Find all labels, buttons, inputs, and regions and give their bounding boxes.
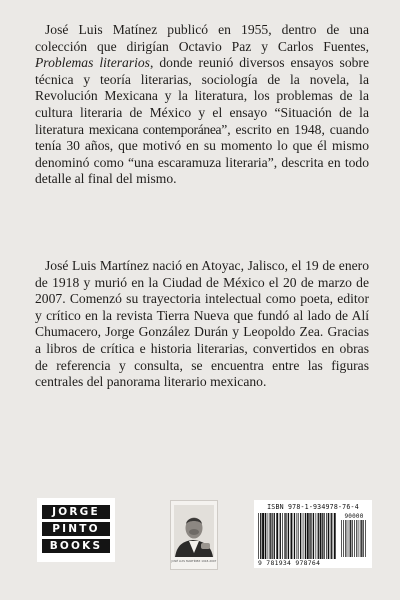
barcode-stripe [313, 513, 314, 559]
barcode-stripe [358, 520, 359, 557]
barcode-stripe [262, 513, 264, 559]
barcode-stripe [334, 513, 336, 559]
barcode-stripe [311, 513, 312, 559]
synopsis-text-start: José Luis Matínez publicó en 1955, dentro de una colección que dirigían Octavio Paz y Carlos Fuentes, [35, 22, 369, 54]
barcode-stripe [286, 513, 287, 559]
barcode-stripe [352, 520, 353, 557]
barcode-stripe [363, 520, 364, 557]
portrait-caption: JOSÉ LUIS MARTÍNEZ 1918-2007 [171, 559, 217, 563]
price-addon-bars [341, 520, 367, 557]
barcode-stripe [328, 513, 329, 559]
barcode-stripe [354, 520, 355, 557]
barcode-stripe [330, 513, 331, 559]
barcode-stripe [276, 513, 278, 559]
barcode-stripe [350, 520, 351, 557]
barcode-stripe [349, 520, 350, 557]
barcode-stripe [291, 513, 293, 559]
synopsis-paragraph [35, 22, 369, 188]
publisher-logo [37, 498, 115, 562]
book-title: Problemas literarios [35, 55, 150, 71]
barcode-stripe [360, 520, 361, 557]
barcode-stripe [269, 513, 270, 559]
barcode-stripe [260, 513, 261, 559]
barcode-stripe [284, 513, 285, 559]
barcode-stripe [270, 513, 271, 559]
barcode-stripe [326, 513, 327, 559]
barcode-stripe [288, 513, 289, 559]
barcode-stripe [307, 513, 309, 559]
barcode-stripe [258, 513, 259, 559]
barcode-stripe [267, 513, 268, 559]
barcode-stripe [305, 513, 306, 559]
barcode-stripe [318, 513, 319, 559]
barcode-stripe [297, 513, 298, 559]
barcode-stripe [298, 513, 299, 559]
barcode-stripe [272, 513, 273, 559]
barcode-stripe [356, 520, 357, 557]
logo-line-3: BOOKS [42, 539, 110, 553]
barcode-stripe [294, 513, 295, 559]
barcode-stripe [274, 513, 275, 559]
barcode-stripe [341, 520, 342, 557]
barcode-stripe [265, 513, 266, 559]
author-bio-text: José Luis Martínez nació en Atoyac, Jalisco, el 19 de enero de 1918 y murió en la Ciudad de México el 20 de marzo de 2007. Comenzó su trayectoria intelectual como poeta, editor y crítico en la revista Tierra Nueva que fundó al lado de Alí Chumacero, Jorge González Durán y Leopoldo Zea. Gracias a libros de crítica e historia literarias, convertidos en obras de referencia y consulta, se encuentra entre las figuras centrales del panorama literario mexicano. [35, 258, 369, 390]
barcode-stripe [361, 520, 362, 557]
logo-line-1: JORGE [42, 505, 110, 519]
barcode-stripe [347, 520, 348, 557]
barcode-stripe [309, 513, 310, 559]
barcode-stripe [331, 513, 332, 559]
barcode-stripe [280, 513, 281, 559]
barcode-stripe [300, 513, 301, 559]
barcode-stripe [322, 513, 323, 559]
synopsis-text-end: ”, escrito en 1948, cuando tenía 30 años, que motivó en su momento lo que él mismo denominó como “una escaramuza literaria”, descrita en todo detalle al final del mismo. [35, 121, 369, 187]
price-code: 90000 [344, 513, 364, 520]
barcode-stripe [282, 513, 283, 559]
barcode-stripe [316, 513, 317, 559]
ean-digits: 9 781934 978764 [258, 559, 321, 567]
author-bio-paragraph [35, 258, 369, 391]
barcode-stripe [320, 513, 322, 559]
isbn-barcode [254, 500, 372, 568]
synopsis-text-middle: , donde reunió diversos ensayos sobre técnica y teoría literarias, sociología de la novela, la Revolución Mexicana y la literatura, los problemas de la cultura literaria de México y el ensayo “Situación de la literatura [35, 55, 369, 137]
barcode-stripe [324, 513, 325, 559]
logo-line-2: PINTO [42, 522, 110, 536]
essay-title-part: mexicana contemporánea [88, 121, 222, 137]
author-portrait [170, 500, 218, 570]
isbn-number: ISBN 978-1-934978-76-4 [267, 503, 359, 511]
barcode-stripe [303, 513, 304, 559]
barcode-stripe [345, 520, 346, 557]
barcode-stripe [343, 520, 344, 557]
barcode-stripe [365, 520, 366, 557]
ean-barcode-bars [258, 513, 338, 559]
